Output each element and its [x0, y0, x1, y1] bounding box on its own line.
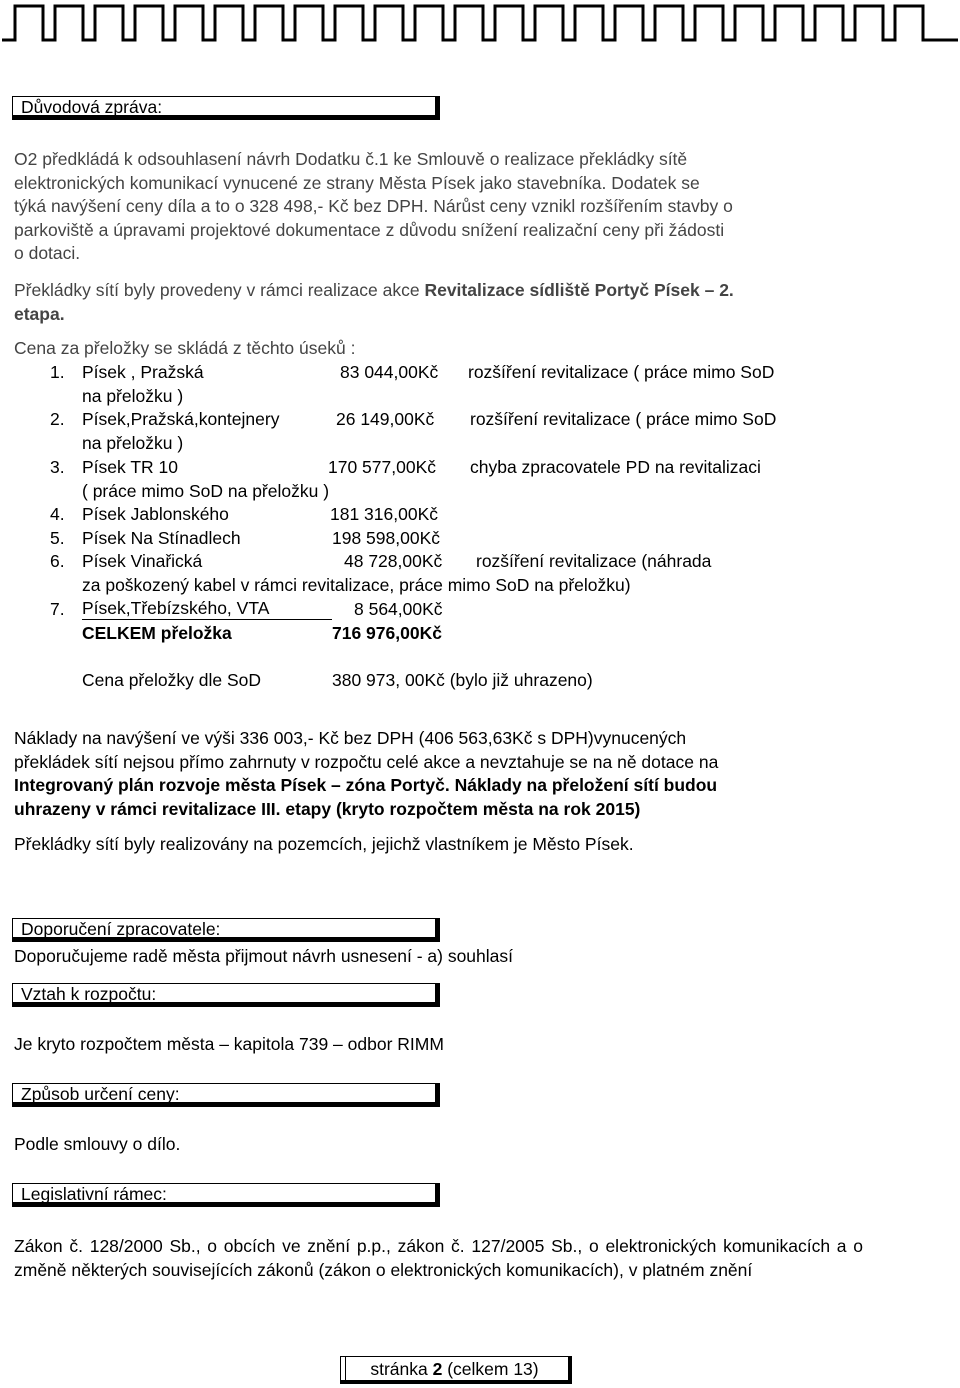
list-item-number: 5.	[50, 528, 65, 548]
total-label: CELKEM přeložka	[82, 623, 232, 643]
budget-text: Je kryto rozpočtem města – kapitola 739 – odbor RIMM	[14, 1034, 444, 1054]
list-item-amount: 83 044,00Kč	[340, 362, 439, 382]
list-item-note-continued: na přeložku )	[82, 386, 184, 406]
list-item-number: 3.	[50, 457, 65, 477]
list-item-name: Písek Vinařická	[82, 551, 203, 571]
intro-line: O2 předkládá k odsouhlasení návrh Dodatku č.1 ke Smlouvě o realizace překládky sítě	[14, 149, 688, 169]
list-item-note: rozšíření revitalizace (náhrada	[476, 551, 712, 571]
section-heading-recommendation: Doporučení zpracovatele:	[12, 918, 440, 942]
relocation-text: Překládky sítí byly provedeny v rámci realizace akce	[14, 280, 425, 300]
costs-paragraph	[14, 727, 844, 821]
section-heading-price-method: Způsob určení ceny:	[12, 1083, 440, 1107]
sod-price-label: Cena přeložky dle SoD	[82, 670, 261, 690]
list-item-amount: 26 149,00Kč	[336, 409, 435, 429]
page-number-box	[340, 1356, 572, 1384]
list-item-note-continued: na přeložku )	[82, 433, 184, 453]
list-item-name: Písek Na Stínadlech	[82, 528, 241, 548]
list-item-amount: 198 598,00Kč	[332, 528, 441, 548]
list-item-amount: 170 577,00Kč	[328, 457, 437, 477]
intro-line: parkoviště a úpravami projektové dokumentace z důvodu snížení realizační ceny při žádosti	[14, 219, 725, 240]
page-number: 2	[432, 1359, 443, 1379]
list-item-amount: 48 728,00Kč	[344, 551, 443, 571]
price-intro: Cena za přeložky se skládá z těchto úseků :	[14, 338, 356, 358]
list-item-note-continued: za poškozený kabel v rámci revitalizace, práce mimo SoD na přeložku)	[82, 575, 631, 595]
section-heading-legal: Legislativní rámec:	[12, 1183, 440, 1207]
page-total: (celkem 13)	[442, 1359, 539, 1379]
list-item-name: Písek,Pražská,kontejnery	[82, 409, 280, 429]
list-item-note: rozšíření revitalizace ( práce mimo SoD	[468, 362, 775, 382]
list-item-number: 4.	[50, 504, 65, 524]
list-item-amount: 181 316,00Kč	[330, 504, 439, 524]
intro-paragraph	[14, 148, 844, 266]
section-heading-reason: Důvodová zpráva:	[12, 96, 440, 120]
price-method-text: Podle smlouvy o dílo.	[14, 1134, 181, 1154]
list-item-number: 6.	[50, 551, 65, 571]
project-name-end: etapa.	[14, 303, 65, 324]
list-item-number: 2.	[50, 409, 65, 429]
total-value: 716 976,00Kč	[332, 623, 442, 643]
list-item-number: 1.	[50, 362, 65, 382]
page-prefix: stránka	[370, 1359, 433, 1379]
ownership-paragraph: Překládky sítí byly realizovány na pozemcích, jejichž vlastníkem je Město Písek.	[14, 834, 634, 854]
costs-line: překládek sítí nejsou přímo zahrnuty v rozpočtu celé akce a nevztahuje se na ně dotace na	[14, 751, 719, 772]
costs-line: uhrazeny v rámci revitalizace III. etapy (kryto rozpočtem města na rok 2015)	[14, 798, 641, 819]
relocation-paragraph	[14, 279, 844, 326]
list-item-name: Písek,Třebízského, VTA	[82, 598, 332, 620]
list-item-name: Písek , Pražská	[82, 362, 204, 382]
section-heading-budget: Vztah k rozpočtu:	[12, 983, 440, 1007]
list-item-note-continued: ( práce mimo SoD na přeložku )	[82, 481, 330, 501]
sod-price-value: 380 973, 00Kč (bylo již uhrazeno)	[332, 670, 593, 690]
list-item-name: Písek Jablonského	[82, 504, 229, 524]
list-item-note: chyba zpracovatele PD na revitalizaci	[470, 457, 761, 477]
legal-text: Zákon č. 128/2000 Sb., o obcích ve znění p.p., zákon č. 127/2005 Sb., o elektronických komunikacích a o změně některých souvisejících zákonů (zákon o elektronických komunikacích), v platném znění	[14, 1236, 863, 1280]
costs-line: Integrovaný plán rozvoje města Písek – zóna Portyč. Náklady na přeložení sítí budou	[14, 775, 718, 795]
recommendation-text: Doporučujeme radě města přijmout návrh usnesení - a) souhlasí	[14, 946, 513, 966]
list-item-note: rozšíření revitalizace ( práce mimo SoD	[470, 409, 777, 429]
intro-line: týká navýšení ceny díla a to o 328 498,- Kč bez DPH. Nárůst ceny vznikl rozšířením stavby o	[14, 196, 733, 216]
list-item-name: Písek TR 10	[82, 457, 178, 477]
project-name: Revitalizace sídliště Portyč Písek – 2.	[424, 280, 734, 300]
list-item-amount: 8 564,00Kč	[354, 599, 443, 619]
header-square-wave	[0, 0, 960, 45]
intro-line: o dotaci.	[14, 243, 81, 263]
list-item-number: 7.	[50, 599, 65, 619]
costs-line: Náklady na navýšení ve výši 336 003,- Kč bez DPH (406 563,63Kč s DPH)vynucených	[14, 728, 687, 748]
intro-line: elektronických komunikací vynucené ze strany Města Písek jako stavebníka. Dodatek se	[14, 172, 700, 193]
